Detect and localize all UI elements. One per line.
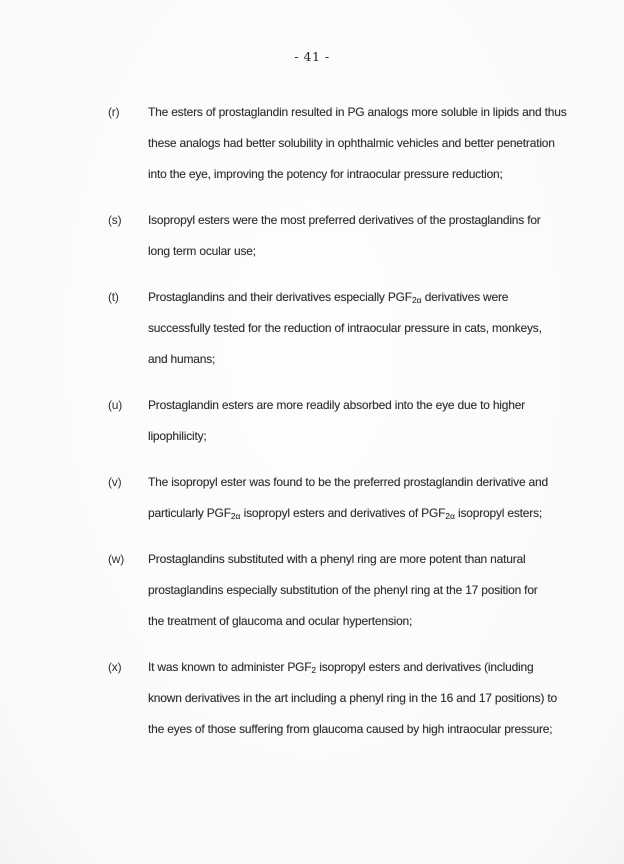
paragraph-line: Prostaglandin esters are more readily absorbed into the eye due to higher [148,398,525,412]
paragraph-line: the treatment of glaucoma and ocular hypertension; [148,614,413,628]
paragraph-line: It was known to administer $PGF_2$ isopropyl esters and derivatives (including [148,660,534,675]
paragraph-r [108,97,604,190]
paragraph-line: The isopropyl ester was found to be the preferred prostaglandin derivative and [148,475,548,489]
paragraph-line: Isopropyl esters were the most preferred derivatives of the prostaglandins for [148,213,541,227]
paragraph-line: the eyes of those suffering from glaucoma caused by high intraocular pressure; [148,722,553,736]
paragraph-line: Prostaglandins substituted with a phenyl ring are more potent than natural [148,552,526,566]
paragraph-label: (x) [108,660,122,674]
paragraph-x [108,652,604,745]
paragraph-body [148,467,604,529]
paragraph-line: lipophilicity; [148,429,207,443]
paragraph-line: successfully tested for the reduction of intraocular pressure in cats, monkeys, [148,321,542,335]
paragraph-v [108,467,604,529]
paragraph-line: these analogs had better solubility in ophthalmic vehicles and better penetration [148,136,555,150]
paragraph-line: The esters of prostaglandin resulted in PG analogs more soluble in lipids and thus [148,105,567,119]
paragraph-label: (u) [108,398,123,412]
page-number: - 41 - [294,49,330,64]
paragraph-list [108,97,604,760]
paragraph-body [148,390,604,452]
paragraph-label: (r) [108,105,120,119]
paragraph-line: known derivatives in the art including a phenyl ring in the 16 and 17 positions) to [148,691,557,705]
paragraph-line: into the eye, improving the potency for intraocular pressure reduction; [148,167,503,181]
paragraph-body [148,544,604,637]
paragraph-s [108,205,604,267]
paragraph-label: (v) [108,475,122,489]
paragraph-u [108,390,604,452]
paragraph-line: prostaglandins especially substitution of the phenyl ring at the 17 position for [148,583,538,597]
paragraph-w [108,544,604,637]
paragraph-line: particularly $PGF_{2\alpha}$ isopropyl esters and derivatives of $PGF_{2\alpha}$ isopropyl esters; [148,506,543,521]
paragraph-body [148,97,604,190]
paragraph-line: Prostaglandins and their derivatives especially $PGF_{2\alpha}$ derivatives were [148,290,509,305]
paragraph-label: (w) [108,552,125,566]
paragraph-body [148,205,604,267]
paragraph-body [148,282,604,375]
paragraph-label: (t) [108,290,119,304]
paragraph-body [148,652,604,745]
paragraph-line: long term ocular use; [148,244,256,258]
paragraph-line: and humans; [148,352,216,366]
paragraph-t [108,282,604,375]
paragraph-label: (s) [108,213,122,227]
